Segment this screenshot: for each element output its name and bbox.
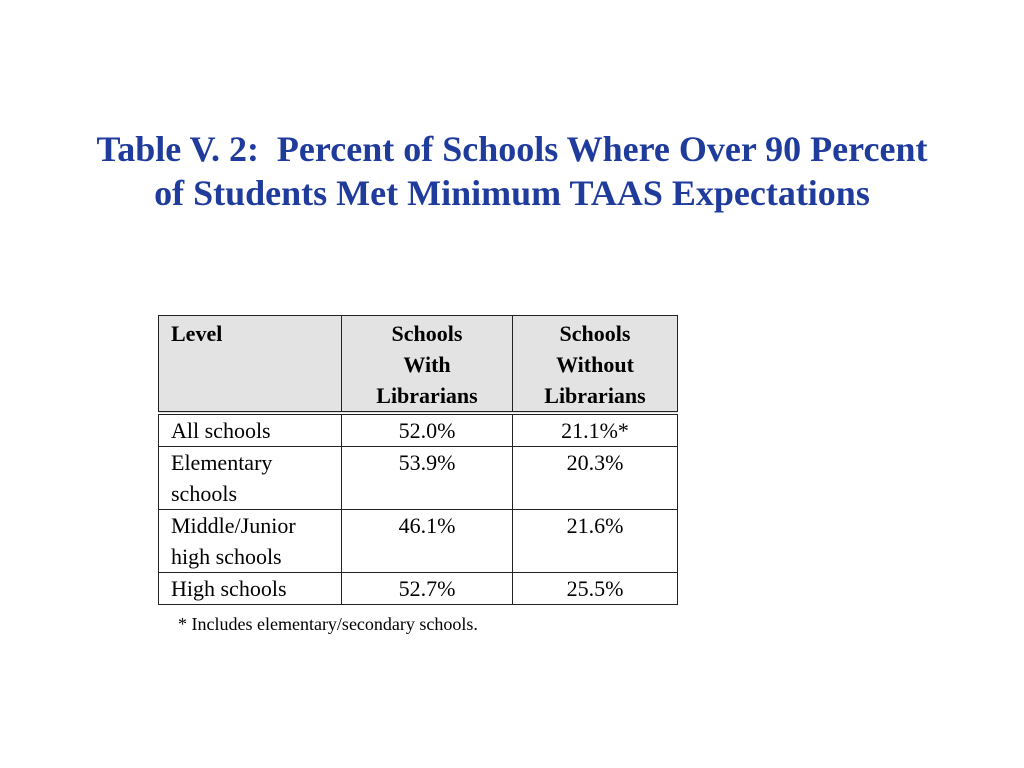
table-row [159, 510, 678, 573]
header-with-line-1: Schools [391, 321, 463, 346]
row-with-value: 53.9% [342, 447, 513, 510]
row-level-line-1: All schools [171, 418, 271, 443]
row-with-value: 46.1% [342, 510, 513, 573]
row-level-line-1: Elementary [171, 450, 273, 475]
row-level-line-1: High schools [171, 576, 287, 601]
header-with-line-2: With [403, 352, 451, 377]
table-body [159, 413, 678, 605]
header-with-librarians [342, 316, 513, 414]
row-level [159, 413, 342, 447]
header-row [159, 316, 678, 414]
row-level-line-2: schools [171, 481, 237, 506]
header-level: Level [159, 316, 342, 414]
row-without-value: 21.1%* [513, 413, 678, 447]
table-row [159, 447, 678, 510]
row-level [159, 447, 342, 510]
header-without-line-2: Without [556, 352, 634, 377]
header-without-line-1: Schools [559, 321, 631, 346]
slide-title [30, 127, 994, 215]
results-table [158, 315, 678, 605]
table-header [159, 316, 678, 414]
table-row [159, 573, 678, 605]
row-level-line-1: Middle/Junior [171, 513, 296, 538]
row-without-value: 20.3% [513, 447, 678, 510]
header-without-line-3: Librarians [544, 383, 646, 408]
row-level [159, 573, 342, 605]
title-line-2: of Students Met Minimum TAAS Expectations [154, 173, 870, 213]
header-with-line-3: Librarians [376, 383, 478, 408]
row-without-value: 25.5% [513, 573, 678, 605]
row-with-value: 52.0% [342, 413, 513, 447]
row-with-value: 52.7% [342, 573, 513, 605]
table-row [159, 413, 678, 447]
row-level [159, 510, 342, 573]
row-level-line-2: high schools [171, 544, 282, 569]
table-footnote: * Includes elementary/secondary schools. [178, 614, 478, 634]
row-without-value: 21.6% [513, 510, 678, 573]
title-line-1: Table V. 2: Percent of Schools Where Over 90 Percent [96, 129, 928, 169]
header-without-librarians [513, 316, 678, 414]
